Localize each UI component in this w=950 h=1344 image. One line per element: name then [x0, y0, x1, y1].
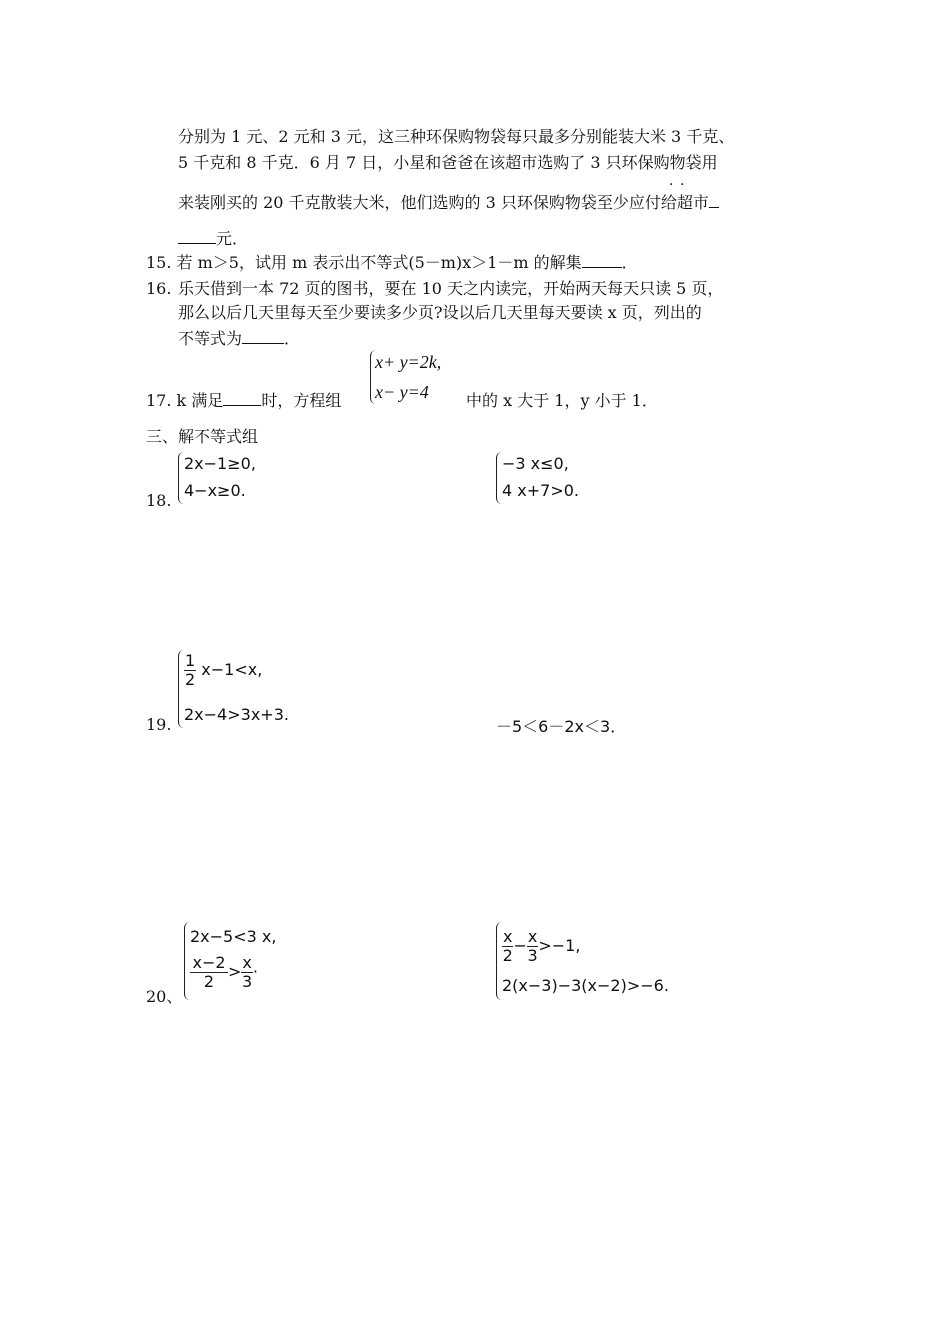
- fraction-numerator: x: [503, 927, 513, 946]
- fraction: [241, 954, 252, 991]
- answer-blank[interactable]: [582, 253, 622, 268]
- fraction: [527, 928, 538, 965]
- question-end: ．: [284, 329, 301, 348]
- fraction-denominator: 2: [502, 946, 513, 965]
- fraction: [190, 954, 228, 991]
- answer-blank[interactable]: [709, 193, 719, 208]
- answer-blank[interactable]: [223, 391, 261, 406]
- inequality-end: ·: [252, 962, 258, 981]
- inequality-rest: x−1<x,: [201, 660, 263, 679]
- operator: −: [513, 936, 527, 955]
- question-number: 20、: [146, 987, 183, 1006]
- inequality: 2x−1≥0,: [184, 454, 256, 473]
- question-text: 若 m＞5，试用 m 表示出不等式(5－m)x＞1－m 的解集: [176, 253, 582, 272]
- fraction-denominator: 3: [242, 972, 253, 991]
- q16-line2: 那么以后几天里每天至少要读多少页?设以后几天里每天要读 x 页，列出的: [178, 303, 702, 322]
- inequality: [190, 954, 258, 991]
- q17-pre: k 满足: [176, 391, 224, 410]
- q14-line1: 分别为 1 元、2 元和 3 元，这三种环保购物袋每只最多分别能装大米 3 千克、: [178, 127, 735, 146]
- fraction-denominator: 2: [185, 670, 196, 689]
- question-16-number: 16.: [146, 279, 172, 298]
- question-number: 17.: [146, 391, 172, 410]
- fraction-numerator: x−2: [190, 954, 228, 973]
- inequality: [502, 928, 580, 965]
- q16-line1: 乐天借到一本 72 页的图书，要在 10 天之内读完，开始两天每天只读 5 页，: [178, 279, 724, 298]
- inequality: [184, 652, 262, 689]
- inequality: 4−x≥0.: [184, 481, 246, 500]
- fraction-numerator: 1: [185, 651, 196, 670]
- inequality: −3 x≤0,: [502, 454, 569, 473]
- inequality: 2x−4>3x+3.: [184, 705, 289, 724]
- q16-line3-text: 不等式为: [178, 329, 243, 348]
- fraction: [184, 652, 196, 689]
- q17-post: 中的 x 大于 1，y 小于 1．: [466, 391, 658, 410]
- question-end: ．: [621, 253, 638, 272]
- question-15: [146, 252, 638, 274]
- question-number: 18.: [146, 491, 172, 510]
- inequality: －5＜6－2x＜3．: [496, 717, 627, 736]
- fraction: [502, 928, 513, 965]
- inequality: 4 x+7>0.: [502, 481, 579, 500]
- equation: x+ y=2k,: [375, 352, 442, 372]
- inequality-rest: >−1,: [538, 936, 581, 955]
- answer-blank[interactable]: [178, 229, 216, 244]
- question-number: 15.: [146, 253, 172, 272]
- q14-line3: [178, 192, 719, 214]
- question-17: [146, 390, 341, 412]
- q17-mid: 时，方程组: [261, 391, 342, 410]
- q14-line4: [178, 228, 248, 250]
- fraction-denominator: 3: [527, 946, 538, 965]
- answer-blank[interactable]: [242, 329, 284, 344]
- equation: x− y=4: [375, 382, 429, 402]
- q16-line3: [178, 328, 300, 350]
- inequality: 2(x−3)−3(x−2)>−6.: [502, 976, 669, 995]
- question-number: 19.: [146, 715, 172, 734]
- q14-line3-text: 来装刚买的 20 千克散装大米，他们选购的 3 只环保购物袋至少应付给超市: [178, 193, 709, 212]
- fraction-numerator: x: [527, 927, 538, 946]
- fraction-denominator: 2: [203, 972, 215, 991]
- inequality: 2x−5<3 x,: [190, 927, 277, 946]
- operator: >: [228, 962, 242, 981]
- section-title: 三、解不等式组: [146, 427, 259, 446]
- q14-line2: 5 千克和 8 千克．6 月 7 日，小星和爸爸在该超市选购了 3 只环保购物袋用: [178, 153, 718, 172]
- q14-line4-suffix: 元．: [216, 229, 249, 248]
- emphasis-dots: ．．: [669, 173, 698, 189]
- fraction-numerator: x: [242, 953, 252, 972]
